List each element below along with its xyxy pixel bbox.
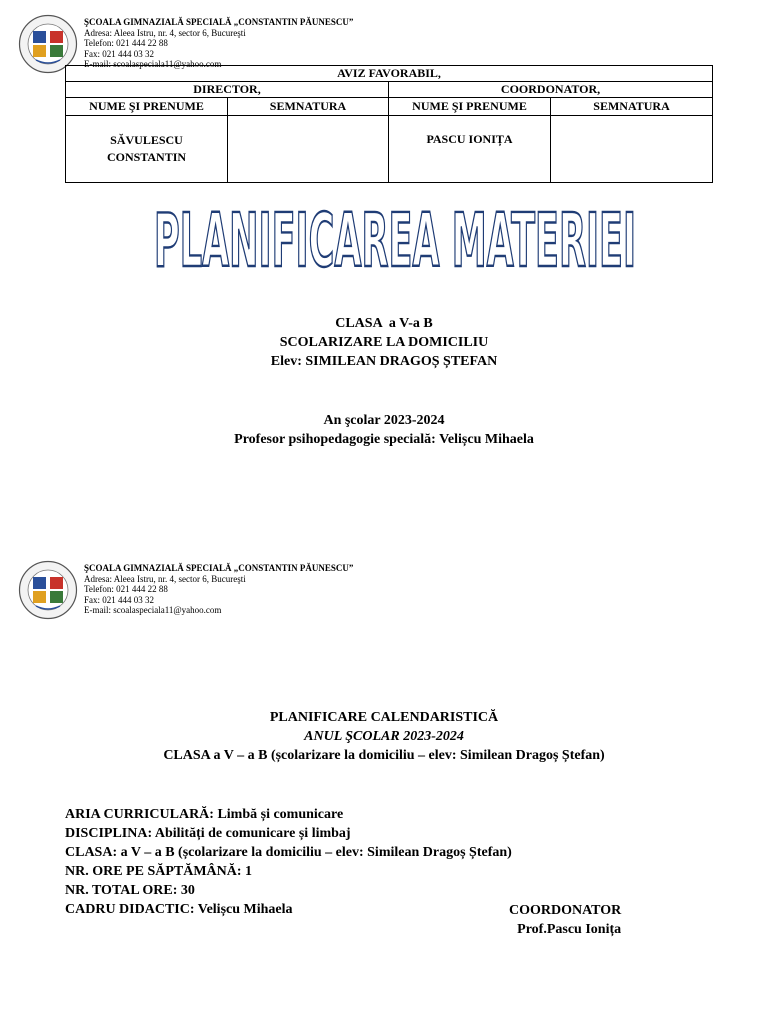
discipline: DISCIPLINA: Abilități de comunicare și limbaj: [65, 826, 351, 841]
school-phone: Telefon: 021 444 22 88: [84, 584, 168, 594]
director-signature-header: SEMNATURA: [228, 98, 389, 116]
coordinator-signature-header: SEMNATURA: [551, 98, 713, 116]
approval-table: [65, 65, 713, 183]
teacher-line: Profesor psihopedagogie specială: Velișcu Mihaela: [234, 432, 534, 447]
coordinator-signature-block: [509, 901, 621, 939]
coordinator-name: Prof.Pascu Ionița: [517, 922, 622, 937]
coordinator-name-header: NUME ŞI PRENUME: [389, 98, 551, 116]
schooling-line: SCOLARIZARE LA DOMICILIU: [279, 335, 489, 350]
school-name: ŞCOALA GIMNAZIALĂ SPECIALĂ „CONSTANTIN PĂUNESCU”: [84, 17, 354, 27]
calendar-school-year: ANUL ŞCOLAR 2023-2024: [304, 729, 464, 744]
school-name: ŞCOALA GIMNAZIALĂ SPECIALĂ „CONSTANTIN PĂUNESCU”: [84, 563, 354, 573]
student-line: Elev: SIMILEAN DRAGOȘ ȘTEFAN: [270, 354, 498, 369]
director-signature-cell: [228, 116, 389, 183]
school-fax: Fax: 021 444 03 32: [84, 48, 155, 59]
hours-total: NR. TOTAL ORE: 30: [65, 883, 195, 898]
director-name-line2: CONSTANTIN: [106, 150, 187, 164]
director-label: DIRECTOR,: [66, 82, 389, 98]
coordinator-label: COORDONATOR,: [389, 82, 713, 98]
director-name-header: NUME ŞI PRENUME: [66, 98, 228, 116]
school-email: E-mail: scoalaspeciala11@yahoo.com: [84, 59, 222, 69]
school-year-line: An şcolar 2023-2024: [323, 413, 445, 428]
school-seal-icon: [18, 560, 78, 620]
school-phone: Telefon: 021 444 22 88: [84, 38, 168, 48]
teacher-info: CADRU DIDACTIC: Velișcu Mihaela: [65, 902, 293, 917]
calendar-heading: PLANIFICARE CALENDARISTICĂ: [269, 710, 499, 725]
letterhead-second: [18, 560, 388, 622]
class-block: [0, 314, 768, 371]
school-email: E-mail: scoalaspeciala11@yahoo.com: [84, 605, 222, 615]
director-name-line1: SĂVULESCU: [110, 133, 183, 147]
approval-header: AVIZ FAVORABIL,: [66, 66, 713, 82]
director-name-cell: [66, 116, 228, 183]
coordinator-label: COORDONATOR: [509, 903, 622, 918]
class-info: CLASA: a V – a B (școlarizare la domiciliu – elev: Similean Dragoș Ștefan): [65, 845, 512, 860]
school-address: Adresa: Aleea Istru, nr. 4, sector 6, Bucureşti: [84, 27, 246, 38]
calendar-block: [0, 708, 768, 765]
calendar-class-line: CLASA a V – a B (școlarizare la domiciliu – elev: Similean Dragoș Ștefan): [163, 748, 605, 763]
class-line: CLASA a V-a B: [335, 316, 433, 331]
year-block: [0, 411, 768, 449]
hours-per-week: NR. ORE PE SĂPTĂMÂNĂ: 1: [65, 864, 253, 879]
document-title: [150, 198, 640, 278]
coordinator-name-cell: PASCU IONIȚA: [389, 116, 551, 183]
info-block: [65, 805, 512, 919]
curricular-area: ARIA CURRICULARĂ: Limbă și comunicare: [65, 807, 344, 822]
document-title-text: PLANIFICAREA MATERIEI: [154, 198, 636, 278]
coordinator-signature-cell: [551, 116, 713, 183]
school-fax: Fax: 021 444 03 32: [84, 594, 155, 605]
school-address: Adresa: Aleea Istru, nr. 4, sector 6, Bucureşti: [84, 573, 246, 584]
